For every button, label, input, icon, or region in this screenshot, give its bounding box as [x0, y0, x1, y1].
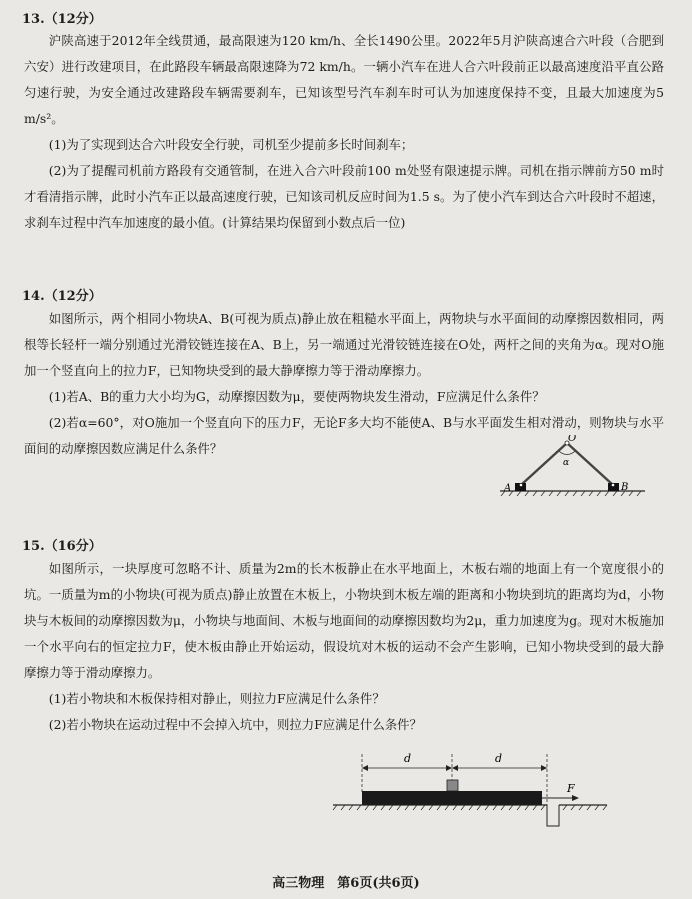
label-alpha: α [563, 458, 570, 468]
q15-part2: (2)若小物块在运动过程中不会掉入坑中，则拉力F应满足什么条件？ [48, 717, 422, 732]
q15-figure [325, 742, 615, 838]
long-board [362, 791, 542, 805]
q14-part2: (2)若α=60°，对O施加一个竖直向下的压力F，无论F多大均不能使A、B与水平面发生相对滑动，则物块与水平面间的动摩擦因数应满足什么条件？ [24, 415, 664, 456]
label-b: B [621, 482, 629, 493]
label-d1: d [404, 752, 412, 765]
q13-part2: (2)为了提醒司机前方路段有交通管制，在进入合六叶段前100 m处竖有限速提示牌。司机在指示牌前方50 m时才看清指示牌，此时小汽车正以最高速度行驶，已知该司机反应时间为1.5 s。为了使小汽车到达合六叶段时不超速，求刹车过程中汽车加速度的最小值。(计算结果均保留到小数点后一位) [24, 163, 664, 230]
pit [547, 805, 559, 826]
page-footer: 高三物理 第6页(共6页) [272, 876, 420, 891]
q13-intro: 沪陕高速于2012年全线贯通，最高限速为120 km/h、全长1490公里。2022年5月沪陕高速合六叶段（合肥到六安）进行改建项目，在此路段车辆最高限速降为72 km/h。一辆小汽车在进人合六叶段前正以最高速度沿平直公路匀速行驶，为安全通过改建路段车辆需要刹车，已知该型号汽车刹车时可认为加速度保持不变，且最大加速度为5 m/s²。 [24, 33, 664, 126]
label-f: F [567, 782, 575, 795]
q13-header: 13.（12分） [22, 12, 102, 27]
label-d2: d [495, 752, 503, 765]
q14-intro: 如图所示，两个相同小物块A、B(可视为质点)静止放在粗糙水平面上，两物块与水平面间的动摩擦因数相同，两根等长轻杆一端分别通过光滑铰链连接在A、B上，另一端通过光滑铰链连接在O处，两杆之间的夹角为α。现对O施加一个竖直向上的拉力F，已知物块受到的最大静摩擦力等于滑动摩擦力。 [24, 311, 664, 378]
q13-part1: (1)为了实现到达合六叶段安全行驶，司机至少提前多长时间刹车； [48, 137, 414, 152]
q14-part1: (1)若A、B的重力大小均为G，动摩擦因数为μ，要使两物块发生滑动，F应满足什么条件？ [48, 389, 545, 404]
label-a: A [504, 483, 512, 494]
q15-intro: 如图所示，一块厚度可忽略不计、质量为2m的长木板静止在水平地面上，木板右端的地面上有一个宽度很小的坑。一质量为m的小物块(可视为质点)静止放置在木板上，小物块到木板左端的距离和小物块到坑的距离均为d，小物块与木板间的动摩擦因数为μ，小物块与地面间、木板与地面间的动摩擦因数均为2μ，重力加速度为g。现对木板施加一个水平向右的恒定拉力F，使木板由静止开始运动，假设坑对木板的运动不会产生影响，已知小物块受到的最大静摩擦力等于滑动摩擦力。 [24, 561, 664, 680]
q14-figure [495, 435, 655, 505]
label-o: O [568, 435, 577, 444]
q15-part1: (1)若小物块和木板保持相对静止，则拉力F应满足什么条件？ [48, 691, 385, 706]
q14-header: 14.（12分） [22, 289, 102, 304]
q15-header: 15.（16分） [22, 539, 102, 554]
small-block [447, 780, 458, 791]
